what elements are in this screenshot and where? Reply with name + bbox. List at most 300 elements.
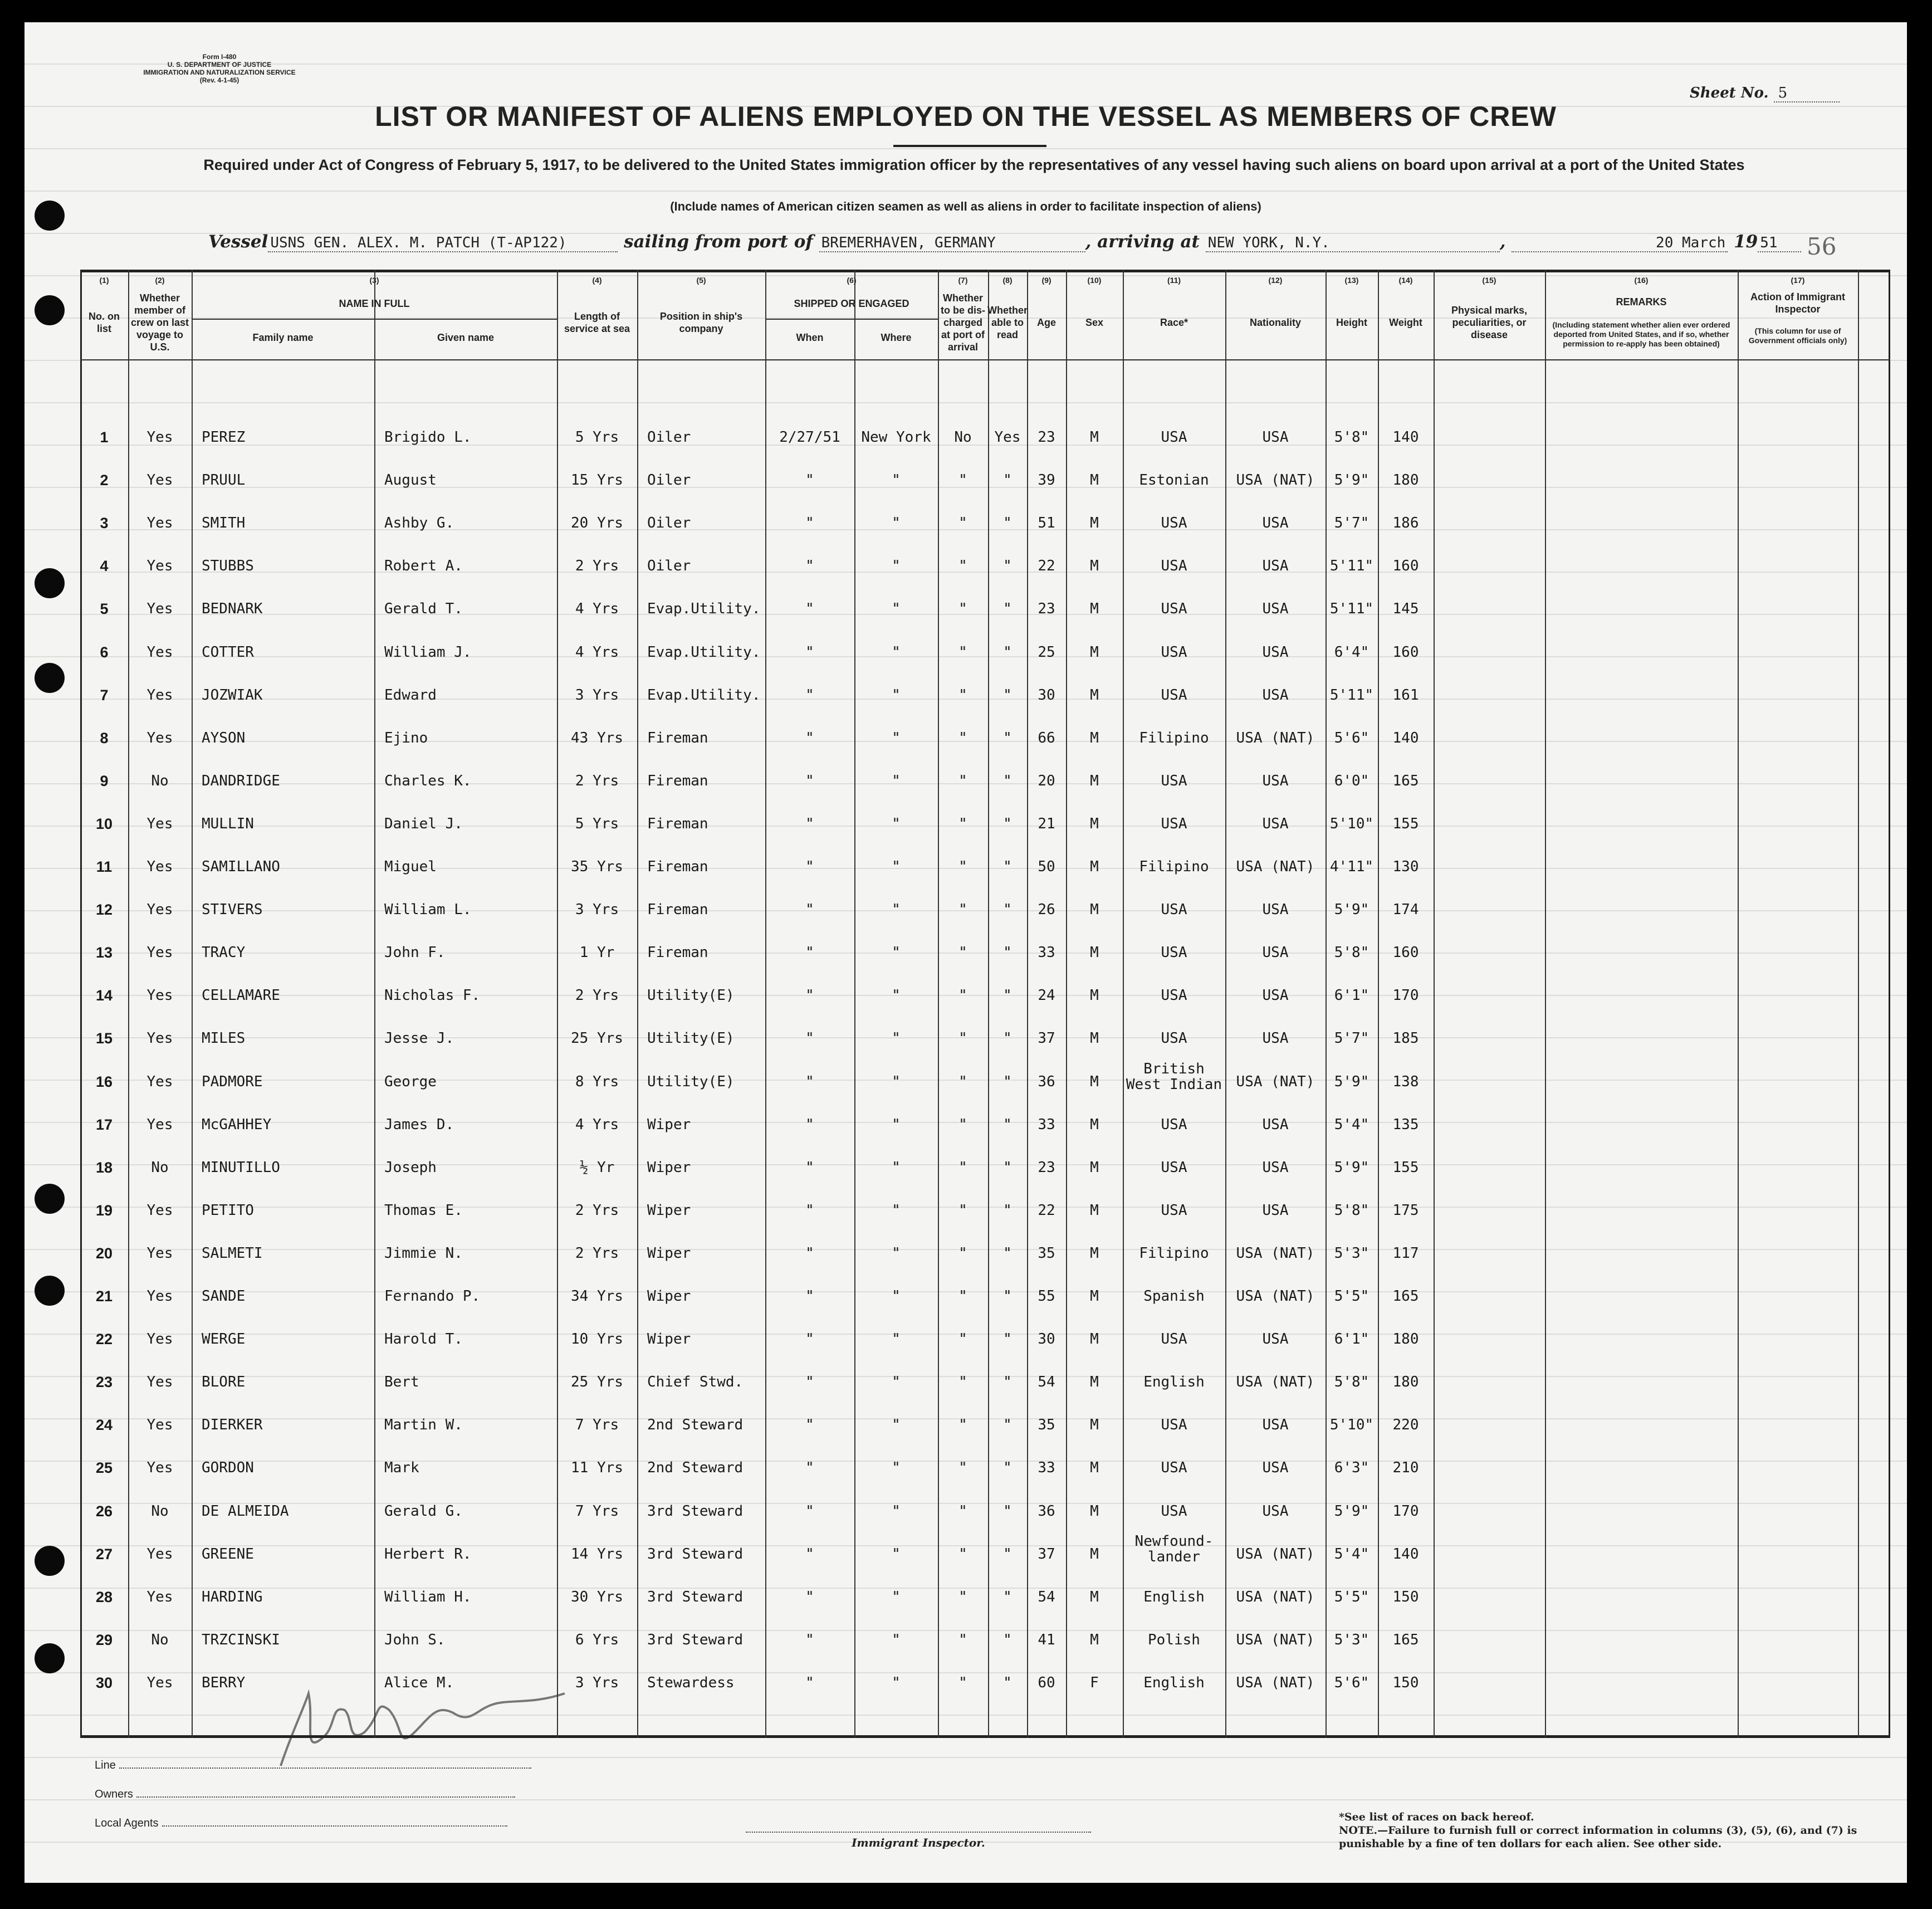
cell-weight: 175 (1392, 1202, 1419, 1219)
cell-age: 35 (1038, 1244, 1055, 1262)
cell-nationality: USA (NAT) (1236, 729, 1315, 746)
cell-last-voyage: Yes (146, 1244, 173, 1262)
cell-sex: M (1090, 815, 1099, 832)
cell-shipped-where: " (892, 686, 901, 704)
cell-weight: 180 (1392, 472, 1419, 489)
cell-row-number: 4 (100, 558, 109, 575)
cell-shipped-when: " (805, 987, 814, 1004)
page-number: 56 (1807, 233, 1837, 260)
cell-weight: 186 (1392, 515, 1419, 532)
header-where-text: Where (881, 332, 912, 343)
port-from: BREMERHAVEN, GERMANY (819, 235, 1085, 252)
cell-last-voyage: Yes (146, 987, 173, 1004)
cell-position: Wiper (647, 1116, 691, 1133)
cell-race: Estonian (1139, 472, 1209, 489)
cell-row-number: 6 (100, 643, 109, 661)
cell-age: 23 (1038, 600, 1055, 618)
cell-nationality: USA (NAT) (1236, 1588, 1315, 1605)
header-c12-number (1225, 272, 1326, 289)
cell-to-be-discharged: " (958, 987, 967, 1004)
cell-position: Wiper (647, 1288, 691, 1305)
header-c13-number-text: (13) (1344, 275, 1359, 285)
header-c6-label-text: SHIPPED OR ENGAGED (794, 298, 909, 309)
cell-nationality: USA (1262, 901, 1289, 919)
header-c5-number (637, 272, 765, 289)
cell-able-to-read: " (1003, 1288, 1012, 1305)
cell-to-be-discharged: " (958, 1545, 967, 1563)
cell-able-to-read: Yes (994, 429, 1021, 446)
cell-age: 66 (1038, 729, 1055, 746)
header-c11-label (1125, 289, 1223, 357)
header-c10-number (1066, 272, 1123, 289)
header-where (854, 319, 938, 357)
year-prefix: 19 (1734, 232, 1758, 252)
cell-able-to-read: " (1003, 1159, 1012, 1176)
cell-length-of-service: 10 Yrs (571, 1331, 623, 1348)
cell-sex: M (1090, 686, 1099, 704)
cell-shipped-when: " (805, 1202, 814, 1219)
cell-shipped-when: " (805, 600, 814, 618)
cell-row-number: 30 (95, 1674, 113, 1691)
cell-position: Utility(E) (647, 1030, 735, 1047)
cell-shipped-where: " (892, 1244, 901, 1262)
cell-length-of-service: 2 Yrs (575, 1202, 619, 1219)
cell-nationality: USA (1262, 987, 1289, 1004)
cell-family-name: BERRY (202, 1674, 246, 1691)
punch-hole (35, 295, 65, 325)
cell-position: Oiler (647, 558, 691, 575)
cell-able-to-read: " (1003, 1674, 1012, 1691)
cell-family-name: AYSON (202, 729, 246, 746)
cell-last-voyage: Yes (146, 1459, 173, 1477)
line-field (95, 1759, 531, 1772)
header-c16-number (1545, 272, 1738, 289)
header-c2-number-text: (2) (155, 275, 165, 285)
cell-weight: 160 (1392, 944, 1419, 961)
cell-position: Fireman (647, 901, 708, 919)
cell-last-voyage: No (151, 1159, 169, 1176)
cell-to-be-discharged: " (958, 1417, 967, 1434)
header-family-name (192, 319, 374, 357)
cell-given-name: Joseph (384, 1159, 437, 1176)
cell-position: Fireman (647, 729, 708, 746)
cell-height: 5'9" (1334, 901, 1369, 919)
header-c12-label-text: Nationality (1249, 317, 1301, 328)
cell-row-number: 25 (95, 1459, 113, 1477)
cell-sex: M (1090, 1116, 1099, 1133)
cell-length-of-service: 6 Yrs (575, 1631, 619, 1648)
cell-length-of-service: 3 Yrs (575, 1674, 619, 1691)
cell-age: 37 (1038, 1545, 1055, 1563)
cell-weight: 117 (1392, 1244, 1419, 1262)
cell-given-name: Nicholas F. (384, 987, 481, 1004)
header-c6-number (765, 272, 938, 289)
cell-able-to-read: " (1003, 1244, 1012, 1262)
cell-position: Stewardess (647, 1674, 735, 1691)
cell-nationality: USA (1262, 643, 1289, 661)
cell-shipped-where: " (892, 1545, 901, 1563)
punch-hole (35, 1184, 65, 1214)
cell-age: 35 (1038, 1417, 1055, 1434)
cell-race: USA (1161, 558, 1187, 575)
cell-row-number: 21 (95, 1288, 113, 1305)
header-c1-label (82, 289, 126, 357)
cell-weight: 140 (1392, 729, 1419, 746)
cell-last-voyage: Yes (146, 1545, 173, 1563)
cell-shipped-where: " (892, 729, 901, 746)
cell-row-number: 22 (95, 1331, 113, 1348)
cell-able-to-read: " (1003, 472, 1012, 489)
cell-race: USA (1161, 944, 1187, 961)
cell-race: USA (1161, 1502, 1187, 1520)
service-name: IMMIGRATION AND NATURALIZATION SERVICE (143, 69, 296, 76)
cell-able-to-read: " (1003, 987, 1012, 1004)
vessel-label: Vessel (208, 232, 268, 252)
header-c17-label-text: Action of Immigrant Inspector (1750, 291, 1845, 315)
cell-able-to-read: " (1003, 944, 1012, 961)
header-family-name-text: Family name (252, 332, 314, 343)
header-c13-number (1326, 272, 1378, 289)
cell-given-name: Robert A. (384, 558, 463, 575)
cell-height: 5'11" (1329, 686, 1374, 704)
header-when (765, 319, 854, 357)
cell-last-voyage: Yes (146, 1588, 173, 1605)
cell-to-be-discharged: " (958, 858, 967, 875)
cell-row-number: 28 (95, 1588, 113, 1605)
cell-shipped-where: " (892, 558, 901, 575)
cell-age: 30 (1038, 686, 1055, 704)
cell-length-of-service: 7 Yrs (575, 1502, 619, 1520)
cell-given-name: Alice M. (384, 1674, 454, 1691)
cell-race: USA (1161, 515, 1187, 532)
cell-sex: F (1090, 1674, 1099, 1691)
cell-shipped-where: " (892, 1030, 901, 1047)
form-number: Form I-480 (202, 53, 237, 61)
cell-position: 3rd Steward (647, 1502, 744, 1520)
cell-length-of-service: 4 Yrs (575, 1116, 619, 1133)
cell-length-of-service: 2 Yrs (575, 772, 619, 789)
cell-shipped-when: " (805, 1030, 814, 1047)
cell-length-of-service: 25 Yrs (571, 1374, 623, 1391)
cell-shipped-where: " (892, 1073, 901, 1090)
cell-shipped-where: " (892, 472, 901, 489)
cell-last-voyage: Yes (146, 472, 173, 489)
cell-length-of-service: 5 Yrs (575, 429, 619, 446)
cell-able-to-read: " (1003, 1631, 1012, 1648)
cell-given-name: Herbert R. (384, 1545, 472, 1563)
cell-family-name: DE ALMEIDA (202, 1502, 289, 1520)
cell-family-name: DIERKER (202, 1417, 263, 1434)
cell-age: 26 (1038, 901, 1055, 919)
cell-age: 33 (1038, 1116, 1055, 1133)
cell-sex: M (1090, 1030, 1099, 1047)
header-c15-number-text: (15) (1482, 275, 1496, 285)
cell-race: Newfound-lander (1134, 1532, 1214, 1565)
cell-to-be-discharged: " (958, 558, 967, 575)
cell-age: 23 (1038, 429, 1055, 446)
cell-family-name: GREENE (202, 1545, 254, 1563)
cell-shipped-when: " (805, 1459, 814, 1477)
header-when-text: When (796, 332, 824, 343)
cell-given-name: Fernando P. (384, 1288, 481, 1305)
cell-shipped-where: " (892, 600, 901, 618)
cell-able-to-read: " (1003, 558, 1012, 575)
header-bottom-rule (80, 359, 1890, 360)
cell-race: USA (1161, 600, 1187, 618)
agents-value[interactable] (162, 1825, 507, 1827)
cell-family-name: SANDE (202, 1288, 246, 1305)
cell-race: English (1143, 1374, 1205, 1391)
cell-shipped-when: " (805, 515, 814, 532)
cell-length-of-service: 1 Yr (579, 944, 615, 961)
cell-given-name: Bert (384, 1374, 419, 1391)
cell-to-be-discharged: No (954, 429, 972, 446)
cell-able-to-read: " (1003, 1588, 1012, 1605)
header-c15-number (1434, 272, 1545, 289)
cell-last-voyage: Yes (146, 429, 173, 446)
cell-height: 5'8" (1334, 1374, 1369, 1391)
cell-sex: M (1090, 600, 1099, 618)
header-c12-label (1227, 289, 1323, 357)
owners-value[interactable] (136, 1796, 515, 1798)
cell-last-voyage: Yes (146, 1674, 173, 1691)
cell-row-number: 8 (100, 729, 109, 746)
cell-nationality: USA (1262, 1417, 1289, 1434)
header-c17-sub (1741, 315, 1855, 357)
cell-weight: 161 (1392, 686, 1419, 704)
cell-family-name: HARDING (202, 1588, 263, 1605)
cell-age: 22 (1038, 558, 1055, 575)
punch-hole (35, 1643, 65, 1673)
cell-race: Polish (1148, 1631, 1200, 1648)
line-value[interactable] (119, 1768, 531, 1769)
cell-length-of-service: 8 Yrs (575, 1073, 619, 1090)
cell-position: Wiper (647, 1331, 691, 1348)
cell-sex: M (1090, 429, 1099, 446)
cell-row-number: 1 (100, 429, 109, 446)
punch-hole (35, 1276, 65, 1306)
cell-last-voyage: Yes (146, 858, 173, 875)
arrival-year: 51 (1758, 235, 1801, 252)
cell-nationality: USA (NAT) (1236, 1288, 1315, 1305)
header-c10-label-text: Sex (1085, 317, 1104, 328)
cell-sex: M (1090, 1159, 1099, 1176)
cell-last-voyage: Yes (146, 729, 173, 746)
cell-given-name: Gerald T. (384, 600, 463, 618)
cell-nationality: USA (NAT) (1236, 1674, 1315, 1691)
cell-position: Oiler (647, 472, 691, 489)
cell-nationality: USA (NAT) (1236, 1631, 1315, 1648)
cell-age: 33 (1038, 1459, 1055, 1477)
cell-given-name: William J. (384, 643, 472, 661)
cell-able-to-read: " (1003, 1030, 1012, 1047)
cell-given-name: Ejino (384, 729, 428, 746)
cell-weight: 150 (1392, 1588, 1419, 1605)
cell-race: USA (1161, 1159, 1187, 1176)
cell-given-name: John F. (384, 944, 446, 961)
cell-given-name: Edward (384, 686, 437, 704)
cell-given-name: Mark (384, 1459, 419, 1477)
line-label: Line (95, 1759, 116, 1771)
cell-given-name: Thomas E. (384, 1202, 463, 1219)
cell-able-to-read: " (1003, 1073, 1012, 1090)
sailing-label: sailing from port of (624, 232, 813, 252)
cell-race: USA (1161, 987, 1187, 1004)
cell-family-name: PADMORE (202, 1073, 263, 1090)
cell-age: 33 (1038, 944, 1055, 961)
header-c12-number-text: (12) (1268, 275, 1283, 285)
cell-shipped-where: " (892, 901, 901, 919)
cell-length-of-service: 35 Yrs (571, 858, 623, 875)
cell-shipped-where: " (892, 944, 901, 961)
cell-able-to-read: " (1003, 729, 1012, 746)
header-c17-number-text: (17) (1791, 275, 1805, 285)
cell-shipped-when: " (805, 1244, 814, 1262)
cell-to-be-discharged: " (958, 772, 967, 789)
cell-height: 5'4" (1334, 1116, 1369, 1133)
cell-shipped-when: " (805, 1502, 814, 1520)
cell-length-of-service: 3 Yrs (575, 686, 619, 704)
cell-shipped-where: " (892, 987, 901, 1004)
cell-family-name: BLORE (202, 1374, 246, 1391)
cell-length-of-service: 11 Yrs (571, 1459, 623, 1477)
cell-height: 5'4" (1334, 1545, 1369, 1563)
cell-given-name: Brigido L. (384, 429, 472, 446)
header-c7-number (938, 272, 988, 289)
cell-position: 3rd Steward (647, 1545, 744, 1563)
cell-given-name: Miguel (384, 858, 437, 875)
header-c1-label-text: No. on list (89, 311, 120, 334)
cell-last-voyage: Yes (146, 944, 173, 961)
cell-race: USA (1161, 1417, 1187, 1434)
cell-given-name: Gerald G. (384, 1502, 463, 1520)
cell-race: Filipino (1139, 1244, 1209, 1262)
cell-height: 5'8" (1334, 1202, 1369, 1219)
cell-family-name: TRACY (202, 944, 246, 961)
cell-age: 55 (1038, 1288, 1055, 1305)
cell-nationality: USA (1262, 515, 1289, 532)
cell-height: 5'10" (1329, 1417, 1374, 1434)
cell-to-be-discharged: " (958, 472, 967, 489)
header-c6-number-text: (6) (847, 275, 857, 285)
header-c14-number (1378, 272, 1434, 289)
header-c11-label-text: Race* (1160, 317, 1188, 328)
cell-race: USA (1161, 1459, 1187, 1477)
cell-shipped-when: " (805, 1288, 814, 1305)
cell-weight: 165 (1392, 1288, 1419, 1305)
cell-able-to-read: " (1003, 643, 1012, 661)
cell-height: 5'9" (1334, 1159, 1369, 1176)
cell-able-to-read: " (1003, 1545, 1012, 1563)
header-c10-number-text: (10) (1087, 275, 1102, 285)
cell-nationality: USA (1262, 1116, 1289, 1133)
cell-to-be-discharged: " (958, 901, 967, 919)
punch-hole (35, 663, 65, 693)
cell-sex: M (1090, 1073, 1099, 1090)
cell-sex: M (1090, 1202, 1099, 1219)
cell-age: 22 (1038, 1202, 1055, 1219)
form-revision: (Rev. 4-1-45) (199, 76, 239, 84)
cell-shipped-when: 2/27/51 (779, 429, 840, 446)
cell-to-be-discharged: " (958, 1288, 967, 1305)
cell-race: USA (1161, 429, 1187, 446)
cell-height: 5'8" (1334, 429, 1369, 446)
header-c7-number-text: (7) (958, 275, 968, 285)
port-to: NEW YORK, N.Y. (1206, 235, 1500, 252)
cell-nationality: USA (1262, 558, 1289, 575)
cell-position: Fireman (647, 815, 708, 832)
cell-race: English (1143, 1588, 1205, 1605)
cell-to-be-discharged: " (958, 1631, 967, 1648)
cell-age: 36 (1038, 1073, 1055, 1090)
cell-race: USA (1161, 643, 1187, 661)
header-given-name (374, 319, 557, 357)
cell-shipped-where: " (892, 1417, 901, 1434)
cell-nationality: USA (1262, 1159, 1289, 1176)
cell-shipped-when: " (805, 815, 814, 832)
cell-sex: M (1090, 729, 1099, 746)
cell-length-of-service: 30 Yrs (571, 1588, 623, 1605)
cell-to-be-discharged: " (958, 1674, 967, 1691)
cell-row-number: 17 (95, 1116, 113, 1133)
cell-family-name: TRZCINSKI (202, 1631, 280, 1648)
cell-given-name: Ashby G. (384, 515, 454, 532)
header-c15-label-text: Physical marks, peculiarities, or disease (1451, 305, 1528, 340)
cell-weight: 130 (1392, 858, 1419, 875)
header-c16-label (1547, 289, 1735, 315)
cell-length-of-service: 2 Yrs (575, 987, 619, 1004)
cell-race: British West Indian (1126, 1060, 1222, 1093)
cell-nationality: USA (1262, 1030, 1289, 1047)
cell-row-number: 19 (95, 1202, 113, 1219)
cell-last-voyage: Yes (146, 558, 173, 575)
header-c8-number (988, 272, 1027, 289)
cell-last-voyage: Yes (146, 1073, 173, 1090)
cell-given-name: Jimmie N. (384, 1244, 463, 1262)
cell-given-name: Martin W. (384, 1417, 463, 1434)
cell-family-name: SAMILLANO (202, 858, 280, 875)
penalty-note: NOTE.—Failure to furnish full or correct information in columns (3), (5), (6), and (7) is punishable by a fine of ten dollars for each alien. See other side. (1339, 1824, 1857, 1850)
cell-shipped-when: " (805, 472, 814, 489)
cell-shipped-when: " (805, 1116, 814, 1133)
cell-to-be-discharged: " (958, 515, 967, 532)
cell-shipped-when: " (805, 1374, 814, 1391)
cell-position: 3rd Steward (647, 1588, 744, 1605)
cell-sex: M (1090, 1459, 1099, 1477)
cell-family-name: DANDRIDGE (202, 772, 280, 789)
cell-row-number: 24 (95, 1417, 113, 1434)
cell-position: 2nd Steward (647, 1417, 744, 1434)
cell-able-to-read: " (1003, 515, 1012, 532)
cell-to-be-discharged: " (958, 1459, 967, 1477)
cell-shipped-when: " (805, 1159, 814, 1176)
cell-sex: M (1090, 987, 1099, 1004)
cell-to-be-discharged: " (958, 1030, 967, 1047)
cell-nationality: USA (1262, 1331, 1289, 1348)
cell-height: 6'1" (1334, 987, 1369, 1004)
cell-row-number: 7 (100, 686, 109, 704)
cell-position: Wiper (647, 1244, 691, 1262)
cell-family-name: GORDON (202, 1459, 254, 1477)
header-c13-label (1328, 289, 1376, 357)
cell-family-name: JOZWIAK (202, 686, 263, 704)
immigrant-inspector-signature-line: Immigrant Inspector. (746, 1832, 1091, 1849)
owners-label: Owners (95, 1788, 133, 1800)
cell-to-be-discharged: " (958, 686, 967, 704)
cell-shipped-when: " (805, 1545, 814, 1563)
cell-height: 5'9" (1334, 1073, 1369, 1090)
cell-age: 39 (1038, 472, 1055, 489)
